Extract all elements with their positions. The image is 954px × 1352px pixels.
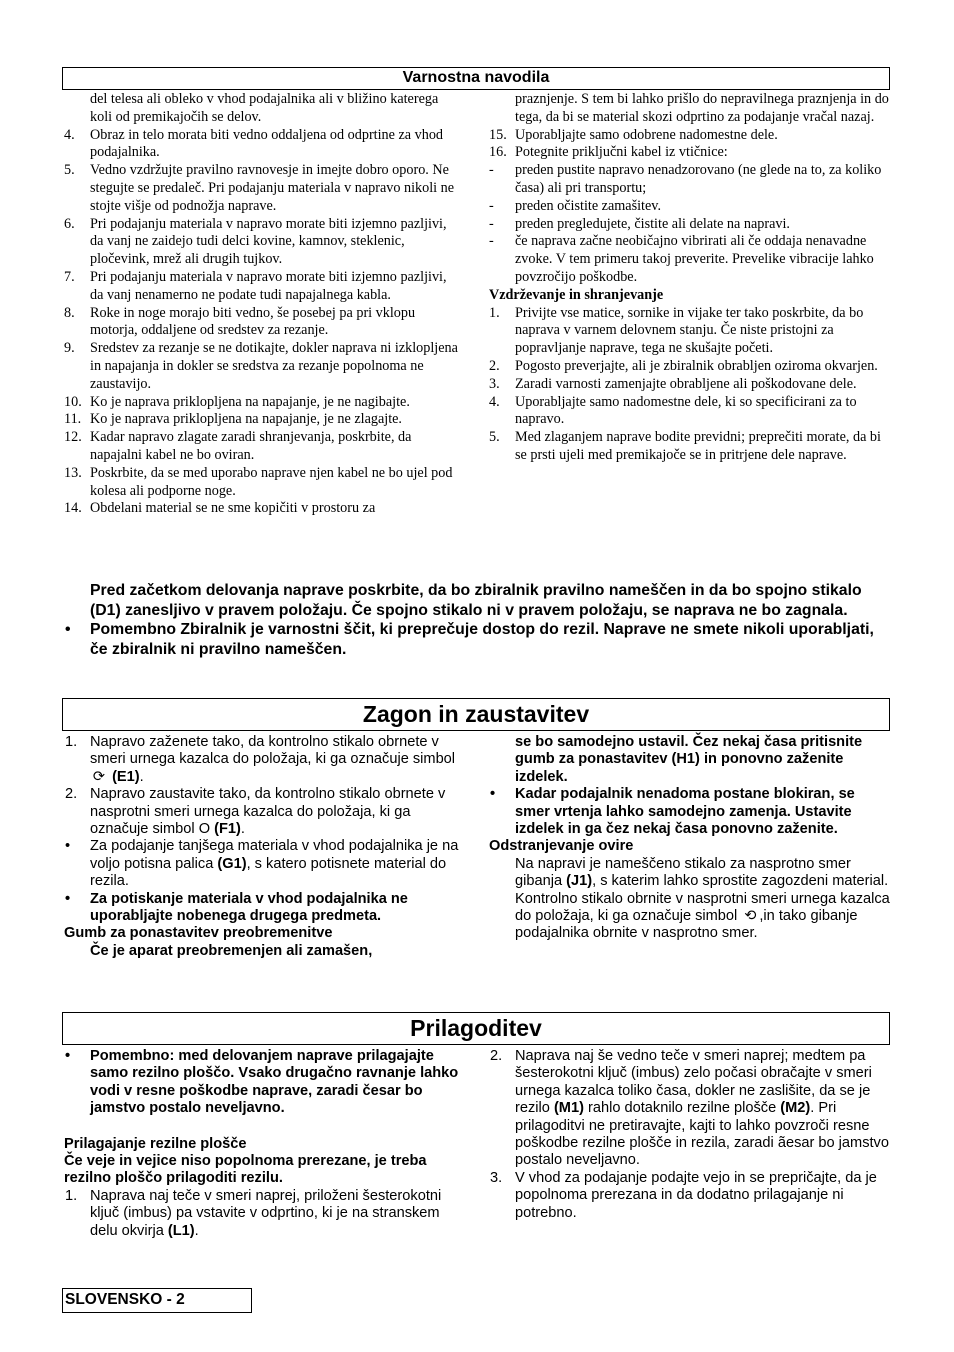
list-item bbox=[489, 162, 891, 198]
pusher-text: Za podajanje tanjšega materiala v vhod podajalnika je na voljo potisna palica bbox=[90, 838, 459, 872]
reset-text: Če je aparat preobremenjen ali zamašen, bbox=[90, 942, 373, 959]
warning-block bbox=[64, 581, 890, 659]
list-item bbox=[64, 500, 462, 518]
list-item bbox=[489, 198, 891, 216]
item-number: 15. bbox=[489, 126, 507, 143]
bullet-icon: • bbox=[490, 786, 496, 803]
maintenance-heading: Vzdrževanje in shranjevanje bbox=[489, 286, 664, 303]
item-text: praznjenje. S tem bi lahko prišlo do nepravilnega praznjenja in do tega, da bi se material skozi odprtino za podajanje vračal nazaj. bbox=[515, 91, 889, 125]
bullet-icon: • bbox=[65, 838, 71, 855]
obstruction-text-b: , s katerim lahko sprostite zagozdeni material. Kontrolno stikalo obrnite v nasprotni smeri urnega kazalca do položaja, ki ga označuje simbol bbox=[515, 873, 890, 925]
start-item-1-text: Napravo zaženete tako, da kontrolno stikalo obrnete v smeri urnega kazalca do položaja, ki ga označuje simbol bbox=[90, 734, 456, 768]
item-number: 1. bbox=[65, 1187, 78, 1204]
adjust-item-2-text-b: rahlo dotaknilo rezilne plošče bbox=[588, 1100, 777, 1117]
item-text: Pri podajanju materiala v napravo morate biti izjemno pazljivi, da vanj nenamerno ne podate tudi napajalnega kabla. bbox=[90, 268, 447, 303]
adjust-right-column bbox=[489, 1048, 891, 1222]
list-item bbox=[64, 411, 462, 429]
list-item bbox=[64, 340, 462, 393]
start-item-1 bbox=[64, 734, 464, 786]
ref-m1: (M1) bbox=[553, 1100, 584, 1117]
adjust-item-1-text: Naprava naj teče v smeri naprej, priloženi šesterokotni ključ (imbus) pa vstavite v odprtino, ki je na stranskem delu okvirja bbox=[90, 1187, 442, 1239]
item-number: - bbox=[489, 197, 494, 214]
safety-section-title: Varnostna navodila bbox=[62, 67, 890, 90]
item-number: 4. bbox=[489, 393, 500, 410]
list-item bbox=[489, 358, 891, 376]
adjust-sub-heading: Prilagajanje rezilne plošče bbox=[64, 1135, 247, 1152]
list-item bbox=[489, 305, 891, 358]
item-text: Pogosto preverjajte, ali je zbiralnik obrabljen oziroma okvarjen. bbox=[515, 357, 878, 374]
item-number: 2. bbox=[490, 1048, 503, 1064]
item-number: 10. bbox=[64, 393, 82, 410]
item-text: Zaradi varnosti zamenjajte obrabljene ali poškodovane dele. bbox=[515, 375, 857, 392]
item-text: Med zlaganjem naprave bodite previdni; preprečiti morate, da bi se prsti ujeli med premikajoče se in pritrjene dele naprave. bbox=[515, 429, 881, 463]
reset-text-continued: se bo samodejno ustavil. Čez nekaj časa pritisnite gumb za ponastavitev (H1) in ponovno zaženite izdelek. bbox=[515, 734, 863, 785]
ref-j1: (J1) bbox=[566, 873, 593, 890]
safety-left-column bbox=[64, 91, 462, 518]
page-footer-label: SLOVENSKO - 2 bbox=[62, 1288, 252, 1313]
ref-e1: (E1) bbox=[112, 768, 140, 785]
list-item bbox=[489, 216, 891, 234]
punct: . bbox=[139, 768, 144, 785]
list-item bbox=[489, 233, 891, 286]
list-item bbox=[489, 127, 891, 145]
obstruction-text-a: Na napravi je nameščeno stikalo za nasprotno smer gibanja bbox=[515, 855, 851, 890]
adjust-bullet-1-text: Pomembno: med delovanjem naprave prilagajajte samo rezilno ploščo. Vsako drugačno ravnanje lahko vodi v resne poškodbe naprave, zaradi česar bo jamstvo postalo neveljavno. bbox=[90, 1048, 459, 1117]
punct: . bbox=[194, 1222, 199, 1239]
item-text: Kadar napravo zlagate zaradi shranjevanja, poskrbite, da napajalni kabel ne bo oviran. bbox=[90, 429, 412, 463]
list-item bbox=[64, 305, 462, 341]
reverse-symbol-icon: ⟲ bbox=[744, 908, 757, 925]
item-text: Vedno vzdržujte pravilno ravnovesje in imejte dobro oporo. Ne stegujte se predaleč. Pri podajanju materiala v napravo nikoli ne stojte višje od podnožja naprave. bbox=[90, 162, 455, 214]
reset-heading: Gumb za ponastavitev preobremenitve bbox=[64, 925, 333, 942]
punct: . bbox=[240, 821, 245, 838]
list-item bbox=[64, 429, 462, 465]
warning-paragraph: Pred začetkom delovanja naprave poskrbite, da bo zbiralnik pravilno nameščen in da bo spojno stikalo (D1) zanesljivo v pravem položaju. Če spojno stikalo ni v pravem položaju, se naprava ne bo zagnala. bbox=[90, 582, 862, 619]
adjust-item-2-text-c: . Pri prilagoditvi ne pretiravajte, kajti to lahko povzroči resne poškodbe rezilne plošče in rezila, zaradi ãesar bo jamstvo postalo neveljavno. bbox=[515, 1100, 889, 1169]
item-number: 2. bbox=[65, 786, 78, 803]
adjust-item-2-text: Naprava naj še vedno teče v smeri naprej; medtem pa šesterokotni ključ (imbus) zelo počasi obračajte v smeri urnega kazalca toliko časa, dokler ne zaslišite, da se je rezilo bbox=[515, 1048, 872, 1117]
list-item bbox=[64, 269, 462, 305]
item-text: če naprava začne neobičajno vibrirati ali če oddaja nenavadne zvoke. V tem primeru takoj preverite. Prevelike vibracije lahko povzročijo poškodbe. bbox=[515, 233, 874, 285]
start-bullet-1 bbox=[64, 838, 464, 890]
start-bullet-3-text: Kadar podajalnik nenadoma postane blokiran, se smer vrtenja lahko samodejno zamenja. Ustavite izdelek in ga čez nekaj časa ponovno zaženite. bbox=[515, 786, 855, 838]
item-number: - bbox=[489, 162, 494, 179]
list-item bbox=[489, 394, 891, 430]
item-text: Poskrbite, da se med uporabo naprave njen kabel ne bo ujel pod kolesa ali podporne noge. bbox=[90, 464, 453, 499]
item-number: 5. bbox=[489, 429, 500, 446]
ref-g1: (G1) bbox=[217, 855, 247, 872]
item-number: 2. bbox=[489, 357, 500, 374]
item-text: del telesa ali obleko v vhod podajalnika ali v bližino katerega koli od premikajočih se delov. bbox=[90, 91, 439, 125]
ref-m2: (M2) bbox=[780, 1100, 811, 1117]
warning-bullet bbox=[64, 620, 890, 659]
obstruction-text bbox=[489, 856, 891, 943]
bullet-icon: • bbox=[65, 621, 71, 639]
list-item bbox=[489, 144, 891, 162]
ref-f1: (F1) bbox=[214, 821, 241, 838]
item-text: Privijte vse matice, sornike in vijake ter tako poskrbite, da bo naprava v varnem delovnem stanju. Če niste pristojni za popravljanje naprave, tega ne skušajte početi. bbox=[515, 304, 864, 357]
adjust-section-title: Prilagoditev bbox=[62, 1012, 890, 1045]
item-number: 3. bbox=[490, 1169, 503, 1186]
item-text: Uporabljajte samo nadomestne dele, ki so specificirani za to napravo. bbox=[515, 393, 857, 428]
item-number: - bbox=[489, 215, 494, 232]
item-number: 8. bbox=[64, 304, 75, 321]
item-number: 13. bbox=[64, 464, 82, 481]
item-text: preden očistite zamašitev. bbox=[515, 197, 662, 214]
adjust-bullet-1 bbox=[64, 1048, 464, 1118]
warning-bullet-text: Pomembno Zbiralnik je varnostni ščit, ki preprečuje dostop do rezil. Naprave ne smete nikoli uporabljati, če zbiralnik ni pravilno nameščen. bbox=[90, 621, 874, 658]
item-number: 12. bbox=[64, 429, 82, 446]
item-text: Sredstev za rezanje se ne dotikajte, dokler naprava ni izklopljena in napajanja in dokler se sredstva za rezanje popolnoma ne zaustavijo. bbox=[90, 340, 458, 392]
ref-l1: (L1) bbox=[167, 1222, 195, 1239]
adjust-left-column bbox=[64, 1048, 464, 1240]
start-section-title: Zagon in zaustavitev bbox=[62, 698, 890, 731]
item-text: Pri podajanju materiala v napravo morate biti izjemno pazljivi, da vanj ne zaidejo tudi delci kovine, kamnov, steklenic, pločevink, mrež ali drugih tujkov. bbox=[90, 215, 447, 268]
item-number: 3. bbox=[489, 375, 500, 392]
start-item-2 bbox=[64, 786, 464, 838]
item-number: 7. bbox=[64, 268, 75, 285]
obstruction-text-c: ,in tako gibanje podajalnika obrnite v nasprotno smer. bbox=[515, 908, 858, 942]
pusher-text-end: , s katero potisnete material do rezila. bbox=[90, 855, 447, 890]
item-number: 9. bbox=[64, 340, 75, 357]
adjust-sub-text: Če veje in vejice niso popolnoma prerezane, je treba rezilno ploščo prilagoditi rezilu. bbox=[64, 1153, 427, 1187]
list-item bbox=[64, 91, 462, 127]
obstruction-heading: Odstranjevanje ovire bbox=[489, 838, 634, 855]
adjust-item-3 bbox=[489, 1170, 891, 1222]
item-number: 16. bbox=[489, 144, 507, 161]
start-symbol-icon: ⟳ bbox=[92, 768, 106, 785]
list-item bbox=[64, 162, 462, 215]
start-bullet-2 bbox=[64, 891, 464, 926]
list-item bbox=[489, 91, 891, 127]
list-item bbox=[64, 216, 462, 269]
item-text: Roke in noge morajo biti vedno, še posebej pa pri vklopu motorja, oddaljene od sredstev za rezanje. bbox=[90, 304, 416, 339]
item-number: 5. bbox=[64, 162, 75, 179]
item-number: 4. bbox=[64, 126, 75, 143]
item-number: 14. bbox=[64, 500, 82, 517]
item-text: Obdelani material se ne sme kopičiti v prostoru za bbox=[90, 500, 376, 517]
item-text: Ko je naprava priklopljena na napajanje, je ne nagibajte. bbox=[90, 393, 410, 410]
item-text: preden pustite napravo nenadzorovano (ne glede na to, za koliko časa) ali pri transportu; bbox=[515, 162, 882, 196]
item-text: Ko je naprava priklopljena na napajanje, je ne zlagajte. bbox=[90, 411, 402, 428]
bullet-icon: • bbox=[65, 890, 71, 907]
bullet-icon: • bbox=[65, 1048, 71, 1064]
item-text: Uporabljajte samo odobrene nadomestne dele. bbox=[515, 126, 778, 143]
item-number: 1. bbox=[65, 734, 78, 750]
adjust-item-1 bbox=[64, 1188, 464, 1240]
item-number: 11. bbox=[64, 411, 82, 428]
item-text: Potegnite priključni kabel iz vtičnice: bbox=[515, 144, 728, 161]
start-right-column bbox=[489, 734, 891, 943]
start-bullet-3 bbox=[489, 786, 891, 838]
item-number: - bbox=[489, 233, 494, 250]
start-item-2-text: Napravo zaustavite tako, da kontrolno stikalo obrnete v nasprotni smeri urnega kazalca do položaja, ki ga označuje simbol O bbox=[90, 786, 446, 838]
start-left-column bbox=[64, 734, 464, 960]
safety-right-column bbox=[489, 91, 891, 465]
list-item bbox=[64, 394, 462, 412]
item-text: Obraz in telo morata biti vedno oddaljena od odprtine za vhod podajalnika. bbox=[90, 126, 444, 161]
list-item bbox=[489, 376, 891, 394]
start-bullet-2-text: Za potiskanje materiala v vhod podajalnika ne uporabljajte nobenega drugega predmeta. bbox=[90, 890, 408, 925]
item-number: 1. bbox=[489, 304, 500, 321]
list-item bbox=[64, 127, 462, 163]
list-item bbox=[489, 429, 891, 465]
item-text: preden pregledujete, čistite ali delate na napravi. bbox=[515, 215, 790, 232]
item-number: 6. bbox=[64, 215, 75, 232]
adjust-item-3-text: V vhod za podajanje podajte vejo in se prepričajte, da je popolnoma prerezana in da dodatno prilagajanje ni potrebno. bbox=[515, 1169, 877, 1221]
adjust-item-2 bbox=[489, 1048, 891, 1170]
list-item bbox=[64, 465, 462, 501]
